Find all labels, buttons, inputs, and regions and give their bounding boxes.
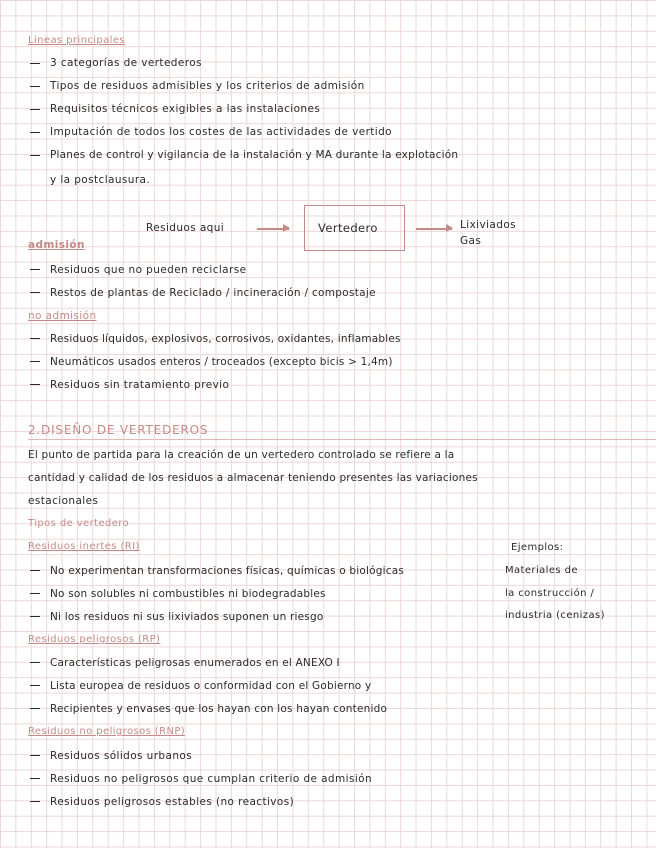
bullet-dash xyxy=(30,384,40,385)
section-title: 2.DISEÑO DE VERTEDEROS xyxy=(28,423,209,437)
arrow-right-icon xyxy=(257,228,289,230)
paragraph-line-3: estacionales xyxy=(28,495,99,507)
inertes-item-2: No son solubles ni combustibles ni biodegradables xyxy=(50,588,326,600)
lineas-item-2: Tipos de residuos admisibles y los criterios de admisión xyxy=(50,80,365,92)
arrow-right-icon xyxy=(416,228,452,230)
admision-item-2: Restos de plantas de Reciclado / incineración / compostaje xyxy=(50,287,376,299)
bullet-dash xyxy=(30,361,40,362)
side-note-line-4: industria (cenizas) xyxy=(505,610,605,621)
diagram-center-label: Vertedero xyxy=(318,221,378,235)
no-admision-item-3: Residuos sin tratamiento previo xyxy=(50,379,230,391)
inertes-item-3: Ni los residuos ni sus lixiviados suponen un riesgo xyxy=(50,611,324,623)
bullet-dash xyxy=(30,155,40,156)
bullet-dash xyxy=(30,338,40,339)
bullet-dash xyxy=(30,708,40,709)
bullet-dash xyxy=(30,132,40,133)
no-peligrosos-item-1: Residuos sólidos urbanos xyxy=(50,750,193,762)
diagram-output-lixiviados: Lixiviados xyxy=(460,219,517,231)
inertes-item-1: No experimentan transformaciones físicas, químicas o biológicas xyxy=(50,565,405,577)
lineas-item-4: Imputación de todos los costes de las actividades de vertido xyxy=(50,126,393,138)
lineas-item-5-cont: y la postclausura. xyxy=(50,174,151,186)
bullet-dash xyxy=(30,109,40,110)
peligrosos-item-3: Recipientes y envases que los hayan con los hayan contenido xyxy=(50,703,388,715)
bullet-dash xyxy=(30,778,40,779)
inertes-heading: Residuos inertes (RI) xyxy=(28,541,140,552)
no-admision-item-2: Neumáticos usados enteros / troceados (excepto bicis > 1,4m) xyxy=(50,356,393,368)
no-peligrosos-heading: Residuos no peligrosos (RNP) xyxy=(28,726,186,737)
tipos-heading: Tipos de vertedero xyxy=(28,518,130,529)
no-admision-heading: no admisión xyxy=(28,310,97,322)
bullet-dash xyxy=(30,86,40,87)
bullet-dash xyxy=(30,63,40,64)
admision-item-1: Residuos que no pueden reciclarse xyxy=(50,264,247,276)
bullet-dash xyxy=(30,570,40,571)
lineas-item-1: 3 categorías de vertederos xyxy=(50,57,202,69)
bullet-dash xyxy=(30,269,40,270)
bullet-dash xyxy=(30,801,40,802)
peligrosos-item-2: Lista europea de residuos o conformidad con el Gobierno y xyxy=(50,680,372,692)
side-note-line-3: la construcción / xyxy=(505,588,595,599)
peligrosos-item-1: Características peligrosas enumerados en el ANEXO I xyxy=(50,657,340,669)
peligrosos-heading: Residuos peligrosos (RP) xyxy=(28,634,161,645)
side-note-line-2: Materiales de xyxy=(505,565,578,576)
paragraph-line-1: El punto de partida para la creación de un vertedero controlado se refiere a la xyxy=(28,449,455,461)
diagram-output-gas: Gas xyxy=(460,235,482,247)
bullet-dash xyxy=(30,755,40,756)
no-admision-item-1: Residuos líquidos, explosivos, corrosivos, oxidantes, inflamables xyxy=(50,333,401,345)
lineas-heading: Lineas principales xyxy=(28,35,126,46)
side-note-line-1: Ejemplos: xyxy=(511,542,564,553)
no-peligrosos-item-3: Residuos peligrosos estables (no reactivos) xyxy=(50,796,295,808)
bullet-dash xyxy=(30,292,40,293)
bullet-dash xyxy=(30,662,40,663)
bullet-dash xyxy=(30,685,40,686)
section-divider xyxy=(28,439,656,440)
no-peligrosos-item-2: Residuos no peligrosos que cumplan criterio de admisión xyxy=(50,773,373,785)
bullet-dash xyxy=(30,616,40,617)
lineas-item-5: Planes de control y vigilancia de la instalación y MA durante la explotación xyxy=(50,149,459,161)
bullet-dash xyxy=(30,593,40,594)
admision-heading: admisión xyxy=(28,239,85,251)
diagram-input-label: Residuos aqui xyxy=(146,222,225,234)
lineas-item-3: Requisitos técnicos exigibles a las instalaciones xyxy=(50,103,321,115)
paragraph-line-2: cantidad y calidad de los residuos a almacenar teniendo presentes las variaciones xyxy=(28,472,478,484)
